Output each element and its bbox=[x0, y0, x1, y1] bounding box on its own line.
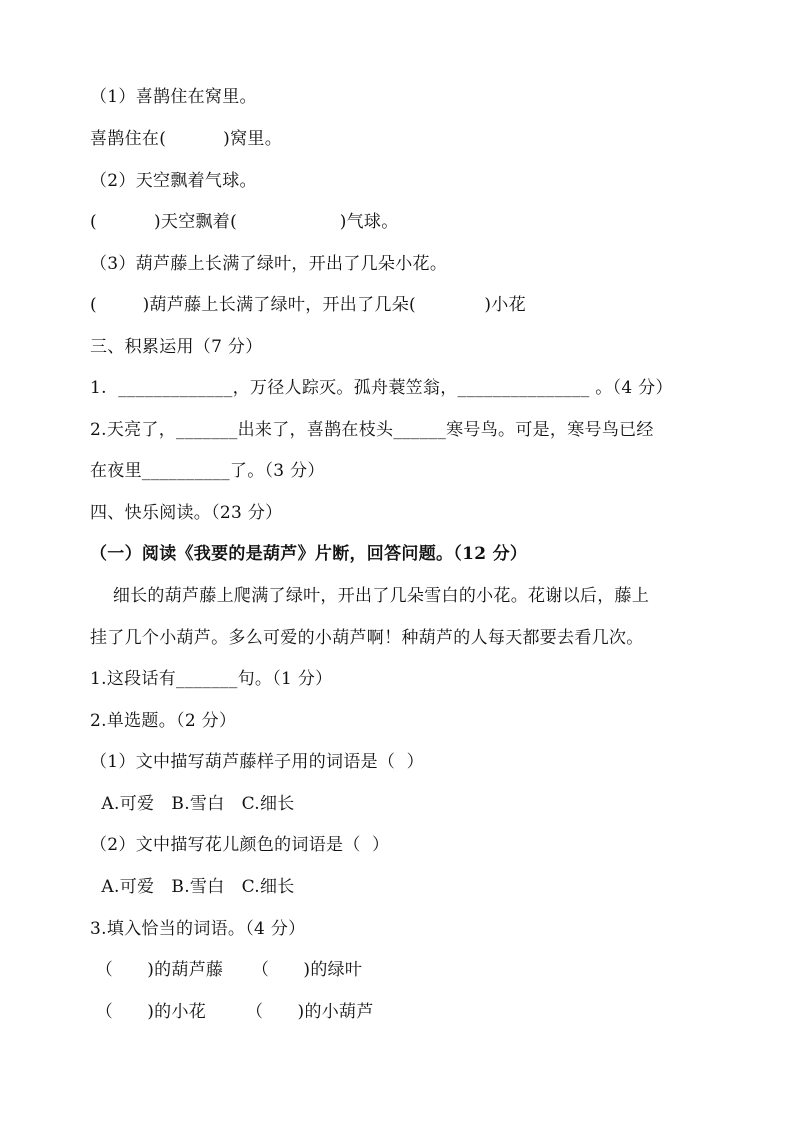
q1-fill-sentence: 喜鹊住在( )窝里。 bbox=[90, 129, 283, 149]
sentence-count-question: 1.这段话有_______句。（1 分） bbox=[90, 669, 333, 689]
section-3-heading: 三、积累运用（7 分） bbox=[90, 337, 263, 357]
reading-passage-line-1: 细长的葫芦藤上爬满了绿叶，开出了几朵雪白的小花。花谢以后，藤上 bbox=[90, 586, 650, 606]
choice-question-2: （2）文中描写花儿颜色的词语是（ ） bbox=[90, 835, 390, 855]
q3-fill-sentence: ( )葫芦藤上长满了绿叶，开出了几朵( )小花 bbox=[90, 295, 526, 315]
story-fill-continued: 在夜里__________了。（3 分） bbox=[90, 461, 325, 481]
poem-fill-question: 1. _____________，万径人踪灭。孤舟蓑笠翁，_______________ 。（4 分） bbox=[90, 378, 673, 398]
choice-options-2: A.可爱 B.雪白 C.细长 bbox=[90, 877, 295, 897]
q2-original-sentence: （2）天空飘着气球。 bbox=[90, 171, 257, 191]
q1-original-sentence: （1）喜鹊住在窝里。 bbox=[90, 87, 257, 107]
single-choice-heading: 2.单选题。（2 分） bbox=[90, 711, 237, 731]
q2-fill-sentence: ( )天空飘着( )气球。 bbox=[90, 212, 399, 232]
fill-words-row-2: （ )的小花 （ )的小葫芦 bbox=[90, 1002, 374, 1022]
section-4-heading: 四、快乐阅读。（23 分） bbox=[90, 503, 283, 523]
story-fill-question: 2.天亮了，_______出来了，喜鹊在枝头______寒号鸟。可是，寒号鸟已经 bbox=[90, 420, 654, 440]
reading-part-1-heading: （一）阅读《我要的是葫芦》片断，回答问题。（12 分） bbox=[90, 544, 528, 564]
reading-passage-line-2: 挂了几个小葫芦。多么可爱的小葫芦啊！种葫芦的人每天都要去看几次。 bbox=[90, 628, 644, 648]
fill-words-row-1: （ )的葫芦藤 （ )的绿叶 bbox=[90, 960, 363, 980]
fill-words-heading: 3.填入恰当的词语。（4 分） bbox=[90, 919, 306, 939]
q3-original-sentence: （3）葫芦藤上长满了绿叶，开出了几朵小花。 bbox=[90, 254, 448, 274]
choice-options-1: A.可爱 B.雪白 C.细长 bbox=[90, 794, 295, 814]
choice-question-1: （1）文中描写葫芦藤样子用的词语是（ ） bbox=[90, 752, 424, 772]
